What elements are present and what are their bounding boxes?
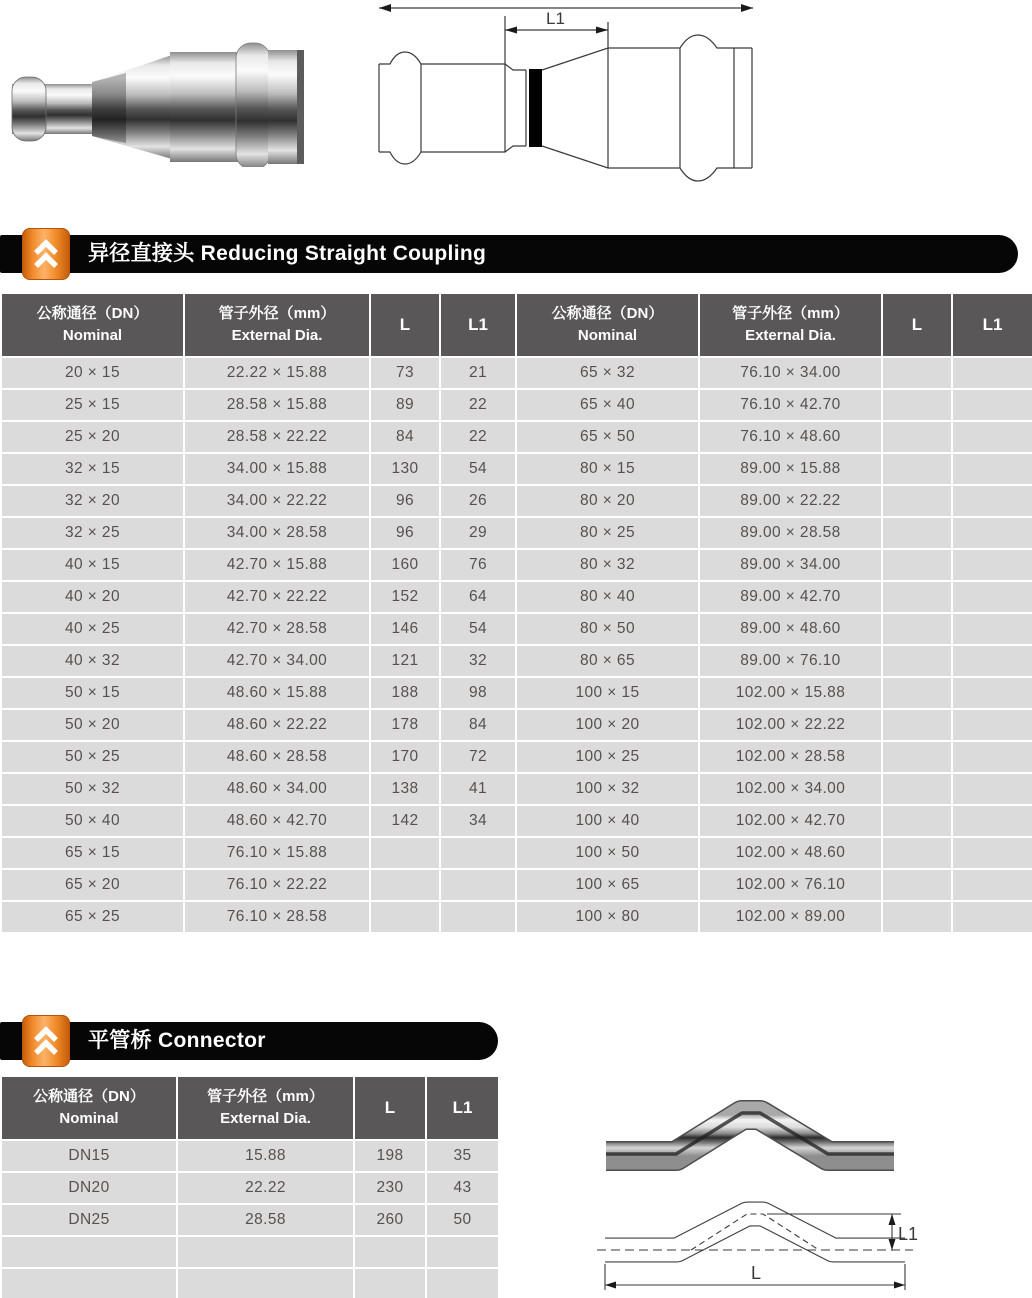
col-header-external-dia bbox=[184, 293, 370, 357]
table-cell bbox=[952, 741, 1032, 773]
table-cell: 146 bbox=[370, 613, 440, 645]
table-cell: 102.00 × 48.60 bbox=[699, 837, 882, 869]
col-header-nominal-zh: 公称通径（DN） bbox=[551, 305, 664, 323]
table-cell: 96 bbox=[370, 517, 440, 549]
col-header-nominal bbox=[1, 293, 184, 357]
col-header-nominal-zh: 公称通径（DN） bbox=[33, 1088, 145, 1106]
table-cell: 84 bbox=[440, 709, 516, 741]
table-cell: 96 bbox=[370, 485, 440, 517]
table-cell: 21 bbox=[440, 357, 516, 389]
table-cell bbox=[426, 1236, 499, 1268]
table-cell: 98 bbox=[440, 677, 516, 709]
table-row bbox=[1, 805, 1032, 837]
table-cell bbox=[882, 709, 952, 741]
col-header-nominal bbox=[1, 1076, 177, 1140]
table-cell: 28.58 × 15.88 bbox=[184, 389, 370, 421]
table-cell: 130 bbox=[370, 453, 440, 485]
table-row bbox=[1, 389, 1032, 421]
section-title-connector: 平管桥 Connector bbox=[88, 1029, 266, 1052]
table-row bbox=[1, 901, 1032, 933]
table-cell: 76 bbox=[440, 549, 516, 581]
table-cell: 89.00 × 34.00 bbox=[699, 549, 882, 581]
table-cell: 100 × 25 bbox=[516, 741, 699, 773]
table-cell bbox=[882, 549, 952, 581]
col-header-l1: L1 bbox=[440, 293, 516, 357]
table-row bbox=[1, 581, 1032, 613]
table-cell: 32 × 20 bbox=[1, 485, 184, 517]
table-cell: 76.10 × 42.70 bbox=[699, 389, 882, 421]
table-cell: 32 × 25 bbox=[1, 517, 184, 549]
table-cell: 89.00 × 15.88 bbox=[699, 453, 882, 485]
table-cell: 72 bbox=[440, 741, 516, 773]
col-header-dia-en: External Dia. bbox=[745, 327, 836, 344]
table-cell: 76.10 × 34.00 bbox=[699, 357, 882, 389]
table-cell: 40 × 15 bbox=[1, 549, 184, 581]
table-cell bbox=[882, 645, 952, 677]
table-cell bbox=[952, 709, 1032, 741]
table-cell bbox=[882, 581, 952, 613]
table-cell: 100 × 50 bbox=[516, 837, 699, 869]
col-header-nominal-en: Nominal bbox=[59, 1110, 119, 1127]
table-row bbox=[1, 613, 1032, 645]
table-cell bbox=[370, 901, 440, 933]
table-row bbox=[1, 741, 1032, 773]
table-cell: 170 bbox=[370, 741, 440, 773]
table-cell bbox=[354, 1268, 426, 1298]
table-cell: 65 × 15 bbox=[1, 837, 184, 869]
table-cell: DN20 bbox=[1, 1172, 177, 1204]
col-header-dia-zh: 管子外径（mm） bbox=[218, 305, 336, 323]
table-cell: 102.00 × 76.10 bbox=[699, 869, 882, 901]
table-cell: DN15 bbox=[1, 1140, 177, 1172]
table-cell: 42.70 × 15.88 bbox=[184, 549, 370, 581]
table-cell: 80 × 25 bbox=[516, 517, 699, 549]
table-cell bbox=[952, 613, 1032, 645]
reducing-coupling-drawing-image bbox=[376, 2, 760, 190]
table-row bbox=[1, 549, 1032, 581]
table-cell: 230 bbox=[354, 1172, 426, 1204]
table-cell: 100 × 40 bbox=[516, 805, 699, 837]
table-cell: 40 × 32 bbox=[1, 645, 184, 677]
table-cell: 89.00 × 48.60 bbox=[699, 613, 882, 645]
table-cell bbox=[440, 869, 516, 901]
table-cell: 102.00 × 89.00 bbox=[699, 901, 882, 933]
table-cell: 80 × 32 bbox=[516, 549, 699, 581]
table-cell bbox=[952, 677, 1032, 709]
col-header-nominal-zh: 公称通径（DN） bbox=[36, 305, 149, 323]
table-cell: 260 bbox=[354, 1204, 426, 1236]
table-cell: 80 × 20 bbox=[516, 485, 699, 517]
col-header-dia-zh: 管子外径（mm） bbox=[732, 305, 849, 323]
table-cell: 22 bbox=[440, 389, 516, 421]
table-cell bbox=[952, 421, 1032, 453]
table-cell: 65 × 20 bbox=[1, 869, 184, 901]
table-row bbox=[1, 1236, 499, 1268]
reducing-coupling-drawing bbox=[376, 2, 760, 190]
table-cell bbox=[952, 581, 1032, 613]
col-header-nominal-en: Nominal bbox=[577, 327, 638, 344]
table-cell: 34.00 × 22.22 bbox=[184, 485, 370, 517]
double-chevron-up-icon bbox=[22, 1015, 70, 1067]
table-row bbox=[1, 1268, 499, 1298]
table-cell bbox=[952, 869, 1032, 901]
table-cell: 188 bbox=[370, 677, 440, 709]
table-cell: 76.10 × 48.60 bbox=[699, 421, 882, 453]
table-cell: 84 bbox=[370, 421, 440, 453]
connector-drawing bbox=[595, 1188, 925, 1296]
table-header-row bbox=[1, 293, 1032, 357]
table-row bbox=[1, 1172, 499, 1204]
connector-photo bbox=[600, 1092, 900, 1187]
table-cell bbox=[882, 805, 952, 837]
table-cell bbox=[882, 869, 952, 901]
table-cell: 121 bbox=[370, 645, 440, 677]
table-cell bbox=[882, 517, 952, 549]
table-cell bbox=[1, 1236, 177, 1268]
double-chevron-up-icon bbox=[22, 228, 70, 280]
table-cell: 142 bbox=[370, 805, 440, 837]
table-cell: 102.00 × 34.00 bbox=[699, 773, 882, 805]
table-cell: 198 bbox=[354, 1140, 426, 1172]
table-cell bbox=[354, 1236, 426, 1268]
table-cell: 73 bbox=[370, 357, 440, 389]
table-cell: 50 × 40 bbox=[1, 805, 184, 837]
table-cell: 28.58 × 22.22 bbox=[184, 421, 370, 453]
table-cell: 40 × 20 bbox=[1, 581, 184, 613]
table-cell bbox=[426, 1268, 499, 1298]
table-row bbox=[1, 357, 1032, 389]
table-cell bbox=[440, 837, 516, 869]
table-cell bbox=[882, 613, 952, 645]
table-row bbox=[1, 645, 1032, 677]
table-cell: 26 bbox=[440, 485, 516, 517]
section-banner-coupling bbox=[0, 235, 1018, 273]
dim-label-l1: L1 bbox=[898, 1224, 919, 1244]
table-cell: 32 × 15 bbox=[1, 453, 184, 485]
table-header-row bbox=[1, 1076, 499, 1140]
col-header-dia-en: External Dia. bbox=[220, 1110, 311, 1127]
reducing-coupling-photo bbox=[10, 22, 306, 167]
table-row bbox=[1, 837, 1032, 869]
dim-label-l1: L1 bbox=[546, 9, 565, 28]
col-header-external-dia bbox=[699, 293, 882, 357]
table-cell: 65 × 40 bbox=[516, 389, 699, 421]
table-cell bbox=[177, 1236, 354, 1268]
table-cell: 89 bbox=[370, 389, 440, 421]
table-row bbox=[1, 1204, 499, 1236]
table-cell: 25 × 15 bbox=[1, 389, 184, 421]
table-cell: 15.88 bbox=[177, 1140, 354, 1172]
dim-label-l: L bbox=[751, 1263, 762, 1283]
table-cell bbox=[952, 389, 1032, 421]
table-cell bbox=[882, 485, 952, 517]
table-cell: 42.70 × 22.22 bbox=[184, 581, 370, 613]
table-cell bbox=[882, 901, 952, 933]
table-cell bbox=[952, 485, 1032, 517]
table-cell: 50 bbox=[426, 1204, 499, 1236]
table-cell bbox=[882, 421, 952, 453]
table-cell: 29 bbox=[440, 517, 516, 549]
table-cell bbox=[177, 1268, 354, 1298]
table-cell: 100 × 15 bbox=[516, 677, 699, 709]
table-cell: 48.60 × 15.88 bbox=[184, 677, 370, 709]
col-header-l: L bbox=[354, 1076, 426, 1140]
table-cell: 48.60 × 22.22 bbox=[184, 709, 370, 741]
table-cell: 48.60 × 42.70 bbox=[184, 805, 370, 837]
table-row bbox=[1, 421, 1032, 453]
table-cell: 50 × 15 bbox=[1, 677, 184, 709]
coupling-spec-table bbox=[0, 292, 1032, 934]
table-cell: 89.00 × 22.22 bbox=[699, 485, 882, 517]
table-cell bbox=[882, 389, 952, 421]
table-row bbox=[1, 869, 1032, 901]
table-cell: 89.00 × 76.10 bbox=[699, 645, 882, 677]
col-header-dia-en: External Dia. bbox=[231, 327, 323, 344]
col-header-dia-zh: 管子外径（mm） bbox=[207, 1088, 324, 1106]
table-cell: 22.22 × 15.88 bbox=[184, 357, 370, 389]
table-cell: 22.22 bbox=[177, 1172, 354, 1204]
table-cell: 64 bbox=[440, 581, 516, 613]
table-cell: 102.00 × 15.88 bbox=[699, 677, 882, 709]
table-cell: 50 × 25 bbox=[1, 741, 184, 773]
table-cell: 100 × 32 bbox=[516, 773, 699, 805]
table-cell: 102.00 × 28.58 bbox=[699, 741, 882, 773]
table-cell: 76.10 × 15.88 bbox=[184, 837, 370, 869]
connector-photo-image bbox=[600, 1092, 900, 1187]
table-cell: 160 bbox=[370, 549, 440, 581]
table-cell: 22 bbox=[440, 421, 516, 453]
table-row bbox=[1, 709, 1032, 741]
connector-drawing-image bbox=[595, 1188, 925, 1296]
table-cell bbox=[882, 357, 952, 389]
table-cell: 28.58 bbox=[177, 1204, 354, 1236]
table-cell: 54 bbox=[440, 613, 516, 645]
table-cell: 76.10 × 28.58 bbox=[184, 901, 370, 933]
table-cell: 100 × 80 bbox=[516, 901, 699, 933]
table-cell bbox=[952, 517, 1032, 549]
table-cell: 34 bbox=[440, 805, 516, 837]
table-cell bbox=[370, 869, 440, 901]
table-row bbox=[1, 1140, 499, 1172]
col-header-nominal bbox=[516, 293, 699, 357]
table-cell: 32 bbox=[440, 645, 516, 677]
table-cell: 48.60 × 28.58 bbox=[184, 741, 370, 773]
connector-spec-table bbox=[0, 1075, 500, 1298]
table-cell bbox=[1, 1268, 177, 1298]
table-row bbox=[1, 453, 1032, 485]
table-cell: 35 bbox=[426, 1140, 499, 1172]
table-cell: 34.00 × 28.58 bbox=[184, 517, 370, 549]
table-cell: 54 bbox=[440, 453, 516, 485]
col-header-l1: L1 bbox=[952, 293, 1032, 357]
table-cell: 100 × 65 bbox=[516, 869, 699, 901]
table-cell: 41 bbox=[440, 773, 516, 805]
table-cell: 25 × 20 bbox=[1, 421, 184, 453]
table-row bbox=[1, 773, 1032, 805]
col-header-external-dia bbox=[177, 1076, 354, 1140]
table-cell bbox=[440, 901, 516, 933]
table-cell bbox=[370, 837, 440, 869]
col-header-l1: L1 bbox=[426, 1076, 499, 1140]
table-cell: 34.00 × 15.88 bbox=[184, 453, 370, 485]
table-cell: 50 × 20 bbox=[1, 709, 184, 741]
table-cell bbox=[952, 901, 1032, 933]
table-cell: 65 × 25 bbox=[1, 901, 184, 933]
table-cell: 80 × 15 bbox=[516, 453, 699, 485]
table-cell bbox=[882, 837, 952, 869]
table-cell: 100 × 20 bbox=[516, 709, 699, 741]
col-header-l: L bbox=[882, 293, 952, 357]
table-cell bbox=[952, 357, 1032, 389]
table-cell: 76.10 × 22.22 bbox=[184, 869, 370, 901]
table-cell bbox=[952, 837, 1032, 869]
table-cell: 89.00 × 28.58 bbox=[699, 517, 882, 549]
table-cell: 80 × 65 bbox=[516, 645, 699, 677]
reducing-coupling-photo-image bbox=[10, 22, 306, 167]
section-banner-connector bbox=[0, 1022, 498, 1060]
table-cell: 65 × 50 bbox=[516, 421, 699, 453]
table-cell: 42.70 × 34.00 bbox=[184, 645, 370, 677]
table-cell bbox=[952, 453, 1032, 485]
col-header-nominal-en: Nominal bbox=[62, 327, 123, 344]
table-cell: 42.70 × 28.58 bbox=[184, 613, 370, 645]
table-cell: 138 bbox=[370, 773, 440, 805]
table-cell: DN25 bbox=[1, 1204, 177, 1236]
table-cell: 20 × 15 bbox=[1, 357, 184, 389]
table-cell bbox=[882, 677, 952, 709]
table-row bbox=[1, 677, 1032, 709]
table-cell bbox=[952, 773, 1032, 805]
col-header-l: L bbox=[370, 293, 440, 357]
table-cell bbox=[882, 773, 952, 805]
table-cell: 50 × 32 bbox=[1, 773, 184, 805]
table-cell: 178 bbox=[370, 709, 440, 741]
table-cell: 102.00 × 42.70 bbox=[699, 805, 882, 837]
table-cell: 65 × 32 bbox=[516, 357, 699, 389]
table-cell bbox=[952, 805, 1032, 837]
table-cell bbox=[952, 549, 1032, 581]
table-cell bbox=[882, 453, 952, 485]
table-cell: 80 × 40 bbox=[516, 581, 699, 613]
table-cell: 40 × 25 bbox=[1, 613, 184, 645]
table-cell: 48.60 × 34.00 bbox=[184, 773, 370, 805]
table-cell: 43 bbox=[426, 1172, 499, 1204]
table-row bbox=[1, 517, 1032, 549]
section-title-coupling: 异径直接头 Reducing Straight Coupling bbox=[88, 242, 487, 265]
table-cell bbox=[952, 645, 1032, 677]
table-cell: 152 bbox=[370, 581, 440, 613]
table-cell: 89.00 × 42.70 bbox=[699, 581, 882, 613]
table-cell bbox=[882, 741, 952, 773]
table-row bbox=[1, 485, 1032, 517]
table-cell: 102.00 × 22.22 bbox=[699, 709, 882, 741]
table-cell: 80 × 50 bbox=[516, 613, 699, 645]
